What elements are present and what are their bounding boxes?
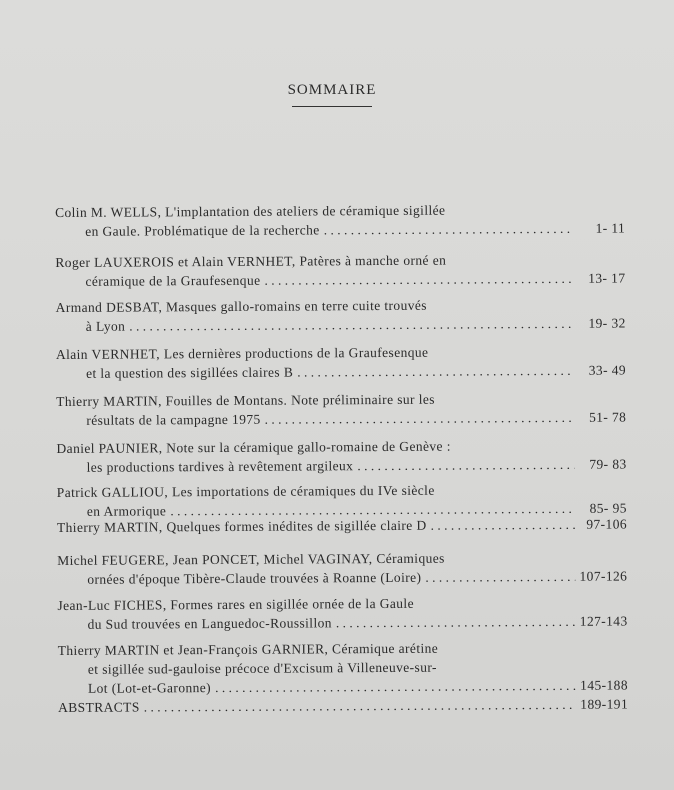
toc-entry-line: Armand DESBAT, Masques gallo-romains en terre cuite trouvés [55,297,427,315]
table-of-contents [55,200,629,715]
dot-leader [264,269,573,290]
toc-entry-line: Colin M. WELLS, L'implantation des ateliers de céramique sigillée [55,202,446,220]
toc-entry [57,515,627,537]
toc-page-range: 79- 83 [589,456,627,472]
toc-entry-line: Thierry MARTIN, Fouilles de Montans. Note préliminaire sur les [56,391,435,409]
dot-leader [431,515,575,535]
toc-entry [56,342,626,383]
dot-leader [336,612,576,632]
dot-leader [265,408,575,429]
toc-entry-line [56,408,626,430]
toc-entry [55,250,625,291]
toc-entry [56,295,626,336]
toc-entry-text: Lot (Lot-et-Garonne) [87,680,212,696]
toc-entry-text: Thierry MARTIN, Quelques formes inédites de sigillée claire D [56,517,427,535]
toc-entry-text: en Gaule. Problématique de la recherche [85,222,320,239]
toc-page-range: 13- 17 [588,270,626,286]
toc-entry [58,695,628,717]
toc-entry [57,548,627,589]
toc-entry-text: céramique de la Graufesenque [85,272,261,289]
dot-leader [357,455,574,475]
toc-entry-text: ABSTRACTS [58,699,140,715]
toc-entry-line [58,612,628,634]
dot-leader [215,676,576,697]
toc-entry-line [58,695,628,717]
toc-entry-line [57,567,627,589]
toc-page-range: 145-188 [580,677,629,693]
toc-entry-line: Daniel PAUNIER, Note sur la céramique gallo-romaine de Genève : [56,438,451,456]
dot-leader [324,219,574,240]
dot-leader [425,567,575,587]
toc-entry-line: Patrick GALLIOU, Les importations de céramiques du IVe siècle [56,482,435,500]
toc-page-range: 1- 11 [595,220,626,236]
toc-page-range: 97-106 [586,516,628,532]
toc-page-range: 107-126 [579,568,628,584]
dot-leader [129,314,574,336]
toc-entry-line [56,361,626,383]
title-underline [292,106,372,107]
toc-entry-line [57,515,627,537]
dot-leader [297,361,574,382]
toc-entry-line [57,455,627,477]
toc-page-range: 19- 32 [588,315,626,331]
toc-entry-line [56,314,626,336]
toc-entry [57,593,627,634]
toc-entry-line: et sigillée sud-gauloise précoce d'Excisum à Villeneuve-sur- [87,659,437,677]
toc-entry-text: en Armorique [86,503,167,519]
toc-entry [56,389,626,430]
toc-entry-text: ornées d'époque Tibère-Claude trouvées à Roanne (Loire) [87,569,422,587]
toc-entry-text: du Sud trouvées en Languedoc-Roussillon [87,615,332,632]
toc-page-range: 51- 78 [588,409,627,425]
toc-page-range: 85- 95 [589,500,627,516]
toc-page-range: 33- 49 [588,362,627,378]
toc-entry [55,200,625,241]
toc-entry-text: résultats de la campagne 1975 [86,411,261,428]
toc-page-range: 127-143 [579,613,628,629]
dot-leader [144,695,576,717]
toc-entry-text: à Lyon [85,318,126,334]
toc-entry-line: Jean-Luc FICHES, Formes rares en sigillée ornée de la Gaule [57,595,414,613]
toc-entry [56,436,626,477]
toc-entry-line: Thierry MARTIN et Jean-François GARNIER, Céramique arétine [57,640,439,658]
toc-entry-line: Alain VERNHET, Les dernières productions de la Graufesenque [55,344,429,362]
toc-entry-text: les productions tardives à revêtement argileux [86,458,354,475]
toc-entry-line [55,219,625,241]
page-title: SOMMAIRE [287,82,377,98]
toc-entry [58,638,628,698]
toc-entry-text: et la question des sigillées claires B [85,364,294,381]
toc-entry-line [55,269,625,291]
toc-entry-line: Michel FEUGERE, Jean PONCET, Michel VAGINAY, Céramiques [57,550,445,568]
toc-page-range: 189-191 [580,696,629,712]
toc-entry-line: Roger LAUXEROIS et Alain VERNHET, Patères à manche orné en [55,252,447,270]
